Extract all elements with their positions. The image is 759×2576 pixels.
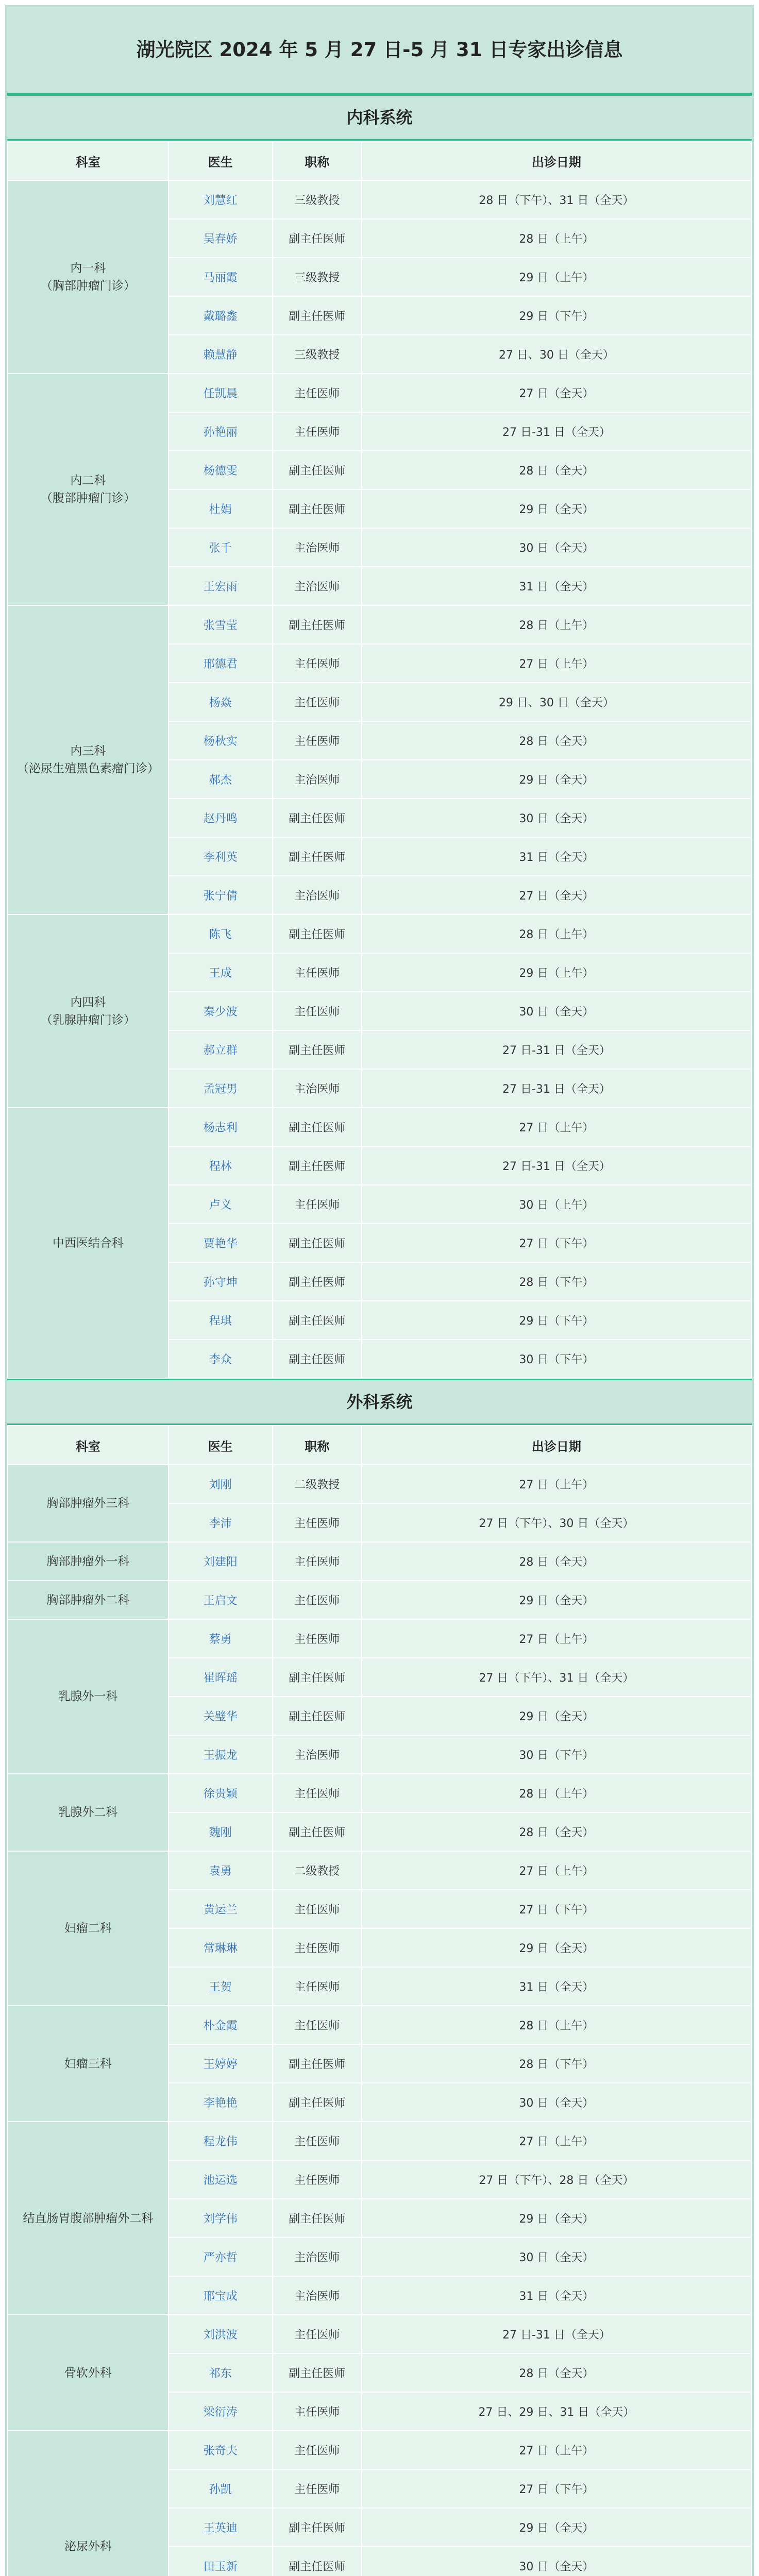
doctor-name: 崔晖瑶 xyxy=(168,1658,273,1697)
doctor-title: 主任医师 xyxy=(273,1774,362,1812)
doctor-title: 主任医师 xyxy=(273,374,362,412)
clinic-dates: 31 日（全天） xyxy=(362,1967,751,2006)
doctor-title: 主任医师 xyxy=(273,1581,362,1619)
table-row xyxy=(8,1619,751,1658)
doctor-name: 池运选 xyxy=(168,2160,273,2199)
doctor-title: 主任医师 xyxy=(273,2122,362,2160)
table-body xyxy=(8,180,751,1378)
doctor-title: 主任医师 xyxy=(273,1542,362,1581)
clinic-dates: 30 日（全天） xyxy=(362,2238,751,2276)
clinic-dates: 29 日（全天） xyxy=(362,489,751,528)
doctor-title: 副主任医师 xyxy=(273,1658,362,1697)
doctor-name: 王宏雨 xyxy=(168,567,273,605)
doctor-title: 副主任医师 xyxy=(273,2044,362,2083)
doctor-title: 主治医师 xyxy=(273,1069,362,1108)
clinic-dates: 29 日（上午） xyxy=(362,258,751,296)
department-cell: 内三科 （泌尿生殖黑色素瘤门诊） xyxy=(8,605,168,914)
doctor-name: 杨秋实 xyxy=(168,721,273,760)
doctor-name: 袁勇 xyxy=(168,1851,273,1890)
doctor-name: 黄运兰 xyxy=(168,1890,273,1928)
doctor-name: 孙凯 xyxy=(168,2469,273,2508)
clinic-dates: 28 日（下午） xyxy=(362,1262,751,1301)
doctor-title: 副主任医师 xyxy=(273,1030,362,1069)
doctor-name: 魏刚 xyxy=(168,1812,273,1851)
doctor-name: 刘建阳 xyxy=(168,1542,273,1581)
table-row xyxy=(8,1465,751,1503)
clinic-dates: 27 日、30 日（全天） xyxy=(362,335,751,374)
doctor-name: 田玉新 xyxy=(168,2547,273,2576)
department-cell: 妇瘤二科 xyxy=(8,1851,168,2006)
clinic-dates: 29 日、30 日（全天） xyxy=(362,683,751,721)
doctor-name: 陈飞 xyxy=(168,914,273,953)
doctor-title: 副主任医师 xyxy=(273,2199,362,2238)
section-title: 外科系统 xyxy=(7,1379,752,1425)
clinic-dates: 27 日（下午） xyxy=(362,1890,751,1928)
doctor-name: 李沛 xyxy=(168,1503,273,1542)
doctor-name: 常琳琳 xyxy=(168,1928,273,1967)
doctor-title: 主任医师 xyxy=(273,1890,362,1928)
doctor-title: 副主任医师 xyxy=(273,1146,362,1185)
doctor-title: 主任医师 xyxy=(273,644,362,683)
header-dept: 科室 xyxy=(8,1426,168,1465)
clinic-dates: 29 日（全天） xyxy=(362,2508,751,2547)
clinic-dates: 30 日（全天） xyxy=(362,2547,751,2576)
clinic-dates: 29 日（全天） xyxy=(362,1581,751,1619)
table-row xyxy=(8,2006,751,2044)
clinic-dates: 29 日（全天） xyxy=(362,760,751,799)
clinic-dates: 27 日（上午） xyxy=(362,644,751,683)
doctor-name: 贾艳华 xyxy=(168,1224,273,1262)
table-row xyxy=(8,1851,751,1890)
doctor-name: 孙守坤 xyxy=(168,1262,273,1301)
schedule-table xyxy=(7,141,752,1379)
clinic-dates: 28 日（上午） xyxy=(362,1774,751,1812)
doctor-title: 副主任医师 xyxy=(273,1108,362,1146)
doctor-title: 主任医师 xyxy=(273,2160,362,2199)
doctor-title: 主任医师 xyxy=(273,1967,362,2006)
clinic-dates: 27 日（上午） xyxy=(362,1465,751,1503)
header-row xyxy=(8,141,751,180)
clinic-dates: 28 日（上午） xyxy=(362,605,751,644)
doctor-title: 副主任医师 xyxy=(273,2547,362,2576)
doctor-title: 主任医师 xyxy=(273,1928,362,1967)
clinic-dates: 30 日（全天） xyxy=(362,992,751,1030)
clinic-dates: 30 日（全天） xyxy=(362,528,751,567)
doctor-name: 杜娟 xyxy=(168,489,273,528)
section-title: 内科系统 xyxy=(7,94,752,141)
clinic-dates: 27 日（全天） xyxy=(362,876,751,914)
clinic-dates: 27 日（下午） xyxy=(362,2469,751,2508)
department-cell: 胸部肿瘤外三科 xyxy=(8,1465,168,1542)
doctor-title: 主治医师 xyxy=(273,2276,362,2315)
clinic-dates: 28 日（上午） xyxy=(362,2006,751,2044)
department-cell: 乳腺外二科 xyxy=(8,1774,168,1851)
clinic-dates: 28 日（全天） xyxy=(362,1812,751,1851)
header-rank: 职称 xyxy=(273,141,362,180)
doctor-name: 刘学伟 xyxy=(168,2199,273,2238)
doctor-title: 副主任医师 xyxy=(273,914,362,953)
doctor-name: 吴春娇 xyxy=(168,219,273,258)
clinic-dates: 28 日（全天） xyxy=(362,2353,751,2392)
header-doctor: 医生 xyxy=(168,141,273,180)
doctor-name: 张宁倩 xyxy=(168,876,273,914)
clinic-dates: 28 日（全天） xyxy=(362,721,751,760)
table-body xyxy=(8,1465,751,2576)
doctor-name: 关璧华 xyxy=(168,1697,273,1735)
doctor-name: 秦少波 xyxy=(168,992,273,1030)
clinic-dates: 27 日（上午） xyxy=(362,2431,751,2469)
table-row xyxy=(8,1542,751,1581)
doctor-name: 程琪 xyxy=(168,1301,273,1340)
clinic-dates: 30 日（全天） xyxy=(362,799,751,837)
doctor-title: 副主任医师 xyxy=(273,837,362,876)
doctor-name: 邢德君 xyxy=(168,644,273,683)
clinic-dates: 30 日（下午） xyxy=(362,1340,751,1378)
clinic-dates: 30 日（下午） xyxy=(362,1735,751,1774)
doctor-name: 王成 xyxy=(168,953,273,992)
clinic-dates: 27 日（上午） xyxy=(362,1851,751,1890)
doctor-name: 孟冠男 xyxy=(168,1069,273,1108)
doctor-name: 刘刚 xyxy=(168,1465,273,1503)
department-cell: 结直肠胃腹部肿瘤外二科 xyxy=(8,2122,168,2315)
table-header xyxy=(8,141,751,180)
doctor-title: 副主任医师 xyxy=(273,489,362,528)
doctor-name: 程林 xyxy=(168,1146,273,1185)
doctor-name: 张雪莹 xyxy=(168,605,273,644)
table-header xyxy=(8,1426,751,1465)
sections-container xyxy=(7,94,752,2576)
table-row xyxy=(8,1581,751,1619)
page-title: 湖光院区 2024 年 5 月 27 日-5 月 31 日专家出诊信息 xyxy=(7,7,752,94)
doctor-name: 李艳艳 xyxy=(168,2083,273,2122)
department-cell: 中西医结合科 xyxy=(8,1108,168,1378)
table-row xyxy=(8,2315,751,2353)
header-dept: 科室 xyxy=(8,141,168,180)
clinic-dates: 30 日（上午） xyxy=(362,1185,751,1224)
doctor-name: 严亦哲 xyxy=(168,2238,273,2276)
doctor-title: 主任医师 xyxy=(273,2431,362,2469)
doctor-title: 主任医师 xyxy=(273,2392,362,2431)
doctor-title: 主任医师 xyxy=(273,2315,362,2353)
department-cell: 骨软外科 xyxy=(8,2315,168,2431)
clinic-dates: 29 日（下午） xyxy=(362,1301,751,1340)
department-cell: 胸部肿瘤外二科 xyxy=(8,1581,168,1619)
doctor-title: 主治医师 xyxy=(273,760,362,799)
doctor-title: 副主任医师 xyxy=(273,2508,362,2547)
clinic-dates: 29 日（全天） xyxy=(362,2199,751,2238)
department-cell: 妇瘤三科 xyxy=(8,2006,168,2122)
doctor-title: 主任医师 xyxy=(273,683,362,721)
doctor-name: 张千 xyxy=(168,528,273,567)
table-row xyxy=(8,374,751,412)
doctor-title: 主任医师 xyxy=(273,1503,362,1542)
header-row xyxy=(8,1426,751,1465)
doctor-title: 副主任医师 xyxy=(273,219,362,258)
doctor-name: 杨焱 xyxy=(168,683,273,721)
department-cell: 胸部肿瘤外一科 xyxy=(8,1542,168,1581)
clinic-dates: 27 日（全天） xyxy=(362,374,751,412)
table-row xyxy=(8,605,751,644)
doctor-title: 主治医师 xyxy=(273,876,362,914)
doctor-title: 副主任医师 xyxy=(273,451,362,489)
doctor-title: 副主任医师 xyxy=(273,296,362,335)
header-date: 出诊日期 xyxy=(362,141,751,180)
doctor-title: 副主任医师 xyxy=(273,605,362,644)
table-row xyxy=(8,180,751,219)
clinic-dates: 28 日（下午）、31 日（全天） xyxy=(362,180,751,219)
schedule-frame xyxy=(5,5,754,2576)
doctor-name: 蔡勇 xyxy=(168,1619,273,1658)
doctor-title: 副主任医师 xyxy=(273,1224,362,1262)
clinic-dates: 27 日-31 日（全天） xyxy=(362,2315,751,2353)
doctor-name: 张奇夫 xyxy=(168,2431,273,2469)
doctor-title: 二级教授 xyxy=(273,1851,362,1890)
doctor-title: 主任医师 xyxy=(273,412,362,451)
doctor-name: 王英迪 xyxy=(168,2508,273,2547)
department-cell: 乳腺外一科 xyxy=(8,1619,168,1774)
doctor-title: 副主任医师 xyxy=(273,2083,362,2122)
department-cell: 内二科 （腹部肿瘤门诊） xyxy=(8,374,168,605)
doctor-title: 二级教授 xyxy=(273,1465,362,1503)
table-row xyxy=(8,1108,751,1146)
doctor-title: 副主任医师 xyxy=(273,1301,362,1340)
doctor-title: 主治医师 xyxy=(273,2238,362,2276)
table-row xyxy=(8,914,751,953)
doctor-name: 李众 xyxy=(168,1340,273,1378)
doctor-name: 王贺 xyxy=(168,1967,273,2006)
doctor-name: 程龙伟 xyxy=(168,2122,273,2160)
doctor-title: 主治医师 xyxy=(273,1735,362,1774)
clinic-dates: 27 日（下午） xyxy=(362,1224,751,1262)
doctor-name: 戴璐鑫 xyxy=(168,296,273,335)
doctor-title: 主任医师 xyxy=(273,953,362,992)
clinic-dates: 27 日-31 日（全天） xyxy=(362,1146,751,1185)
doctor-title: 主任医师 xyxy=(273,2006,362,2044)
doctor-name: 任凯晨 xyxy=(168,374,273,412)
doctor-name: 徐贵颖 xyxy=(168,1774,273,1812)
clinic-dates: 28 日（上午） xyxy=(362,914,751,953)
doctor-title: 副主任医师 xyxy=(273,1262,362,1301)
header-doctor: 医生 xyxy=(168,1426,273,1465)
doctor-name: 王启文 xyxy=(168,1581,273,1619)
clinic-dates: 30 日（全天） xyxy=(362,2083,751,2122)
clinic-dates: 27 日-31 日（全天） xyxy=(362,1069,751,1108)
doctor-title: 主任医师 xyxy=(273,721,362,760)
doctor-title: 副主任医师 xyxy=(273,2353,362,2392)
doctor-title: 三级教授 xyxy=(273,335,362,374)
clinic-dates: 29 日（上午） xyxy=(362,953,751,992)
doctor-name: 祁东 xyxy=(168,2353,273,2392)
doctor-name: 梁衍涛 xyxy=(168,2392,273,2431)
clinic-dates: 27 日（上午） xyxy=(362,1108,751,1146)
doctor-name: 刘洪波 xyxy=(168,2315,273,2353)
clinic-dates: 27 日（下午）、28 日（全天） xyxy=(362,2160,751,2199)
doctor-name: 王振龙 xyxy=(168,1735,273,1774)
doctor-name: 卢义 xyxy=(168,1185,273,1224)
clinic-dates: 31 日（全天） xyxy=(362,2276,751,2315)
doctor-title: 副主任医师 xyxy=(273,1340,362,1378)
doctor-title: 三级教授 xyxy=(273,180,362,219)
doctor-name: 杨志利 xyxy=(168,1108,273,1146)
doctor-name: 马丽霞 xyxy=(168,258,273,296)
doctor-name: 赵丹鸣 xyxy=(168,799,273,837)
doctor-name: 邢宝成 xyxy=(168,2276,273,2315)
doctor-title: 副主任医师 xyxy=(273,799,362,837)
clinic-dates: 27 日、29 日、31 日（全天） xyxy=(362,2392,751,2431)
clinic-dates: 27 日（下午）、31 日（全天） xyxy=(362,1658,751,1697)
doctor-title: 主治医师 xyxy=(273,528,362,567)
clinic-dates: 28 日（上午） xyxy=(362,219,751,258)
doctor-title: 主任医师 xyxy=(273,1185,362,1224)
doctor-title: 三级教授 xyxy=(273,258,362,296)
header-date: 出诊日期 xyxy=(362,1426,751,1465)
doctor-title: 主任医师 xyxy=(273,992,362,1030)
doctor-title: 主任医师 xyxy=(273,2469,362,2508)
clinic-dates: 28 日（全天） xyxy=(362,451,751,489)
doctor-name: 王婷婷 xyxy=(168,2044,273,2083)
doctor-title: 主治医师 xyxy=(273,567,362,605)
doctor-title: 副主任医师 xyxy=(273,1697,362,1735)
doctor-name: 杨德雯 xyxy=(168,451,273,489)
doctor-name: 赖慧静 xyxy=(168,335,273,374)
clinic-dates: 27 日（上午） xyxy=(362,2122,751,2160)
clinic-dates: 29 日（全天） xyxy=(362,1928,751,1967)
clinic-dates: 29 日（全天） xyxy=(362,1697,751,1735)
doctor-name: 李利英 xyxy=(168,837,273,876)
clinic-dates: 27 日（上午） xyxy=(362,1619,751,1658)
doctor-title: 主任医师 xyxy=(273,1619,362,1658)
clinic-dates: 28 日（下午） xyxy=(362,2044,751,2083)
table-row xyxy=(8,2122,751,2160)
clinic-dates: 31 日（全天） xyxy=(362,567,751,605)
clinic-dates: 31 日（全天） xyxy=(362,837,751,876)
doctor-name: 孙艳丽 xyxy=(168,412,273,451)
clinic-dates: 29 日（下午） xyxy=(362,296,751,335)
doctor-name: 朴金霞 xyxy=(168,2006,273,2044)
clinic-dates: 27 日-31 日（全天） xyxy=(362,1030,751,1069)
table-row xyxy=(8,1774,751,1812)
doctor-name: 郝立群 xyxy=(168,1030,273,1069)
department-cell: 内四科 （乳腺肿瘤门诊） xyxy=(8,914,168,1108)
table-row xyxy=(8,2431,751,2469)
clinic-dates: 28 日（全天） xyxy=(362,1542,751,1581)
header-rank: 职称 xyxy=(273,1426,362,1465)
doctor-name: 刘慧红 xyxy=(168,180,273,219)
department-cell: 内一科 （胸部肿瘤门诊） xyxy=(8,180,168,374)
clinic-dates: 27 日-31 日（全天） xyxy=(362,412,751,451)
doctor-title: 副主任医师 xyxy=(273,1812,362,1851)
schedule-table xyxy=(7,1425,752,2576)
clinic-dates: 27 日（下午）、30 日（全天） xyxy=(362,1503,751,1542)
department-cell: 泌尿外科 xyxy=(8,2431,168,2576)
doctor-name: 郝杰 xyxy=(168,760,273,799)
